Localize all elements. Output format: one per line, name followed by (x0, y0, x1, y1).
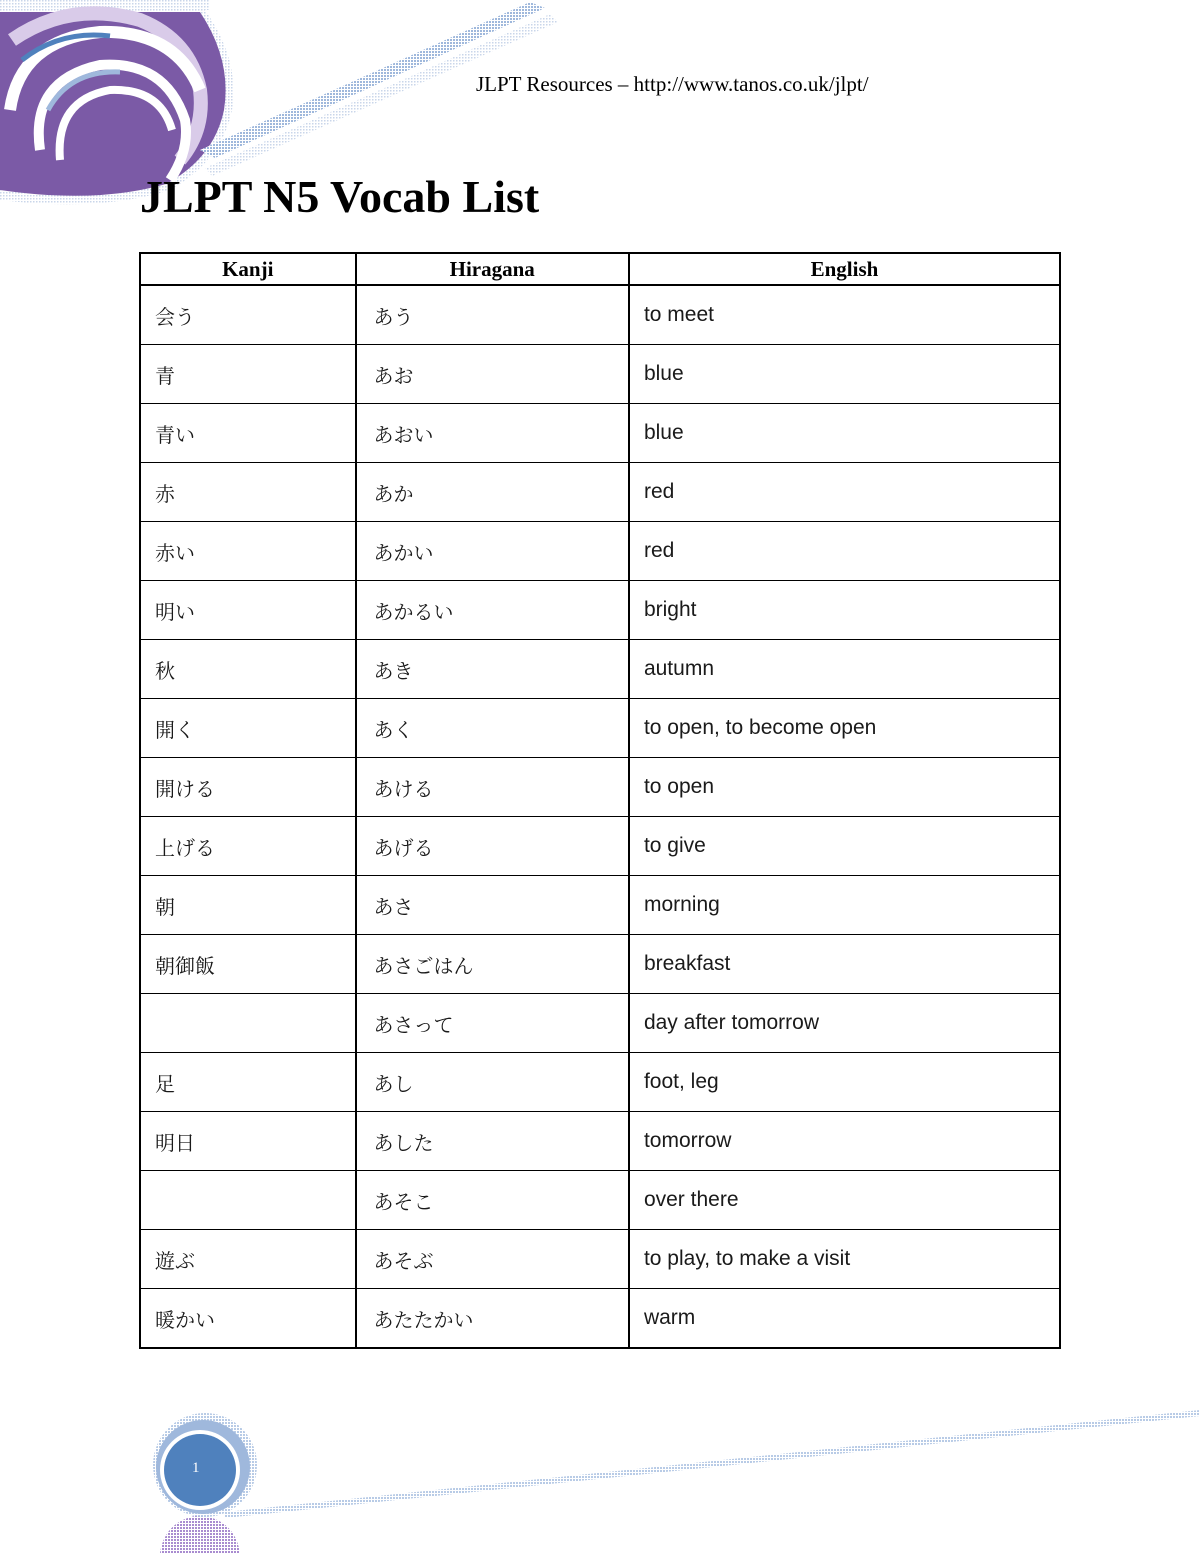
english-cell: breakfast (629, 935, 1060, 994)
english-cell: to open (629, 758, 1060, 817)
english-cell: day after tomorrow (629, 994, 1060, 1053)
english-cell: morning (629, 876, 1060, 935)
table-row (140, 935, 1060, 994)
english-cell: blue (629, 345, 1060, 404)
hiragana-cell: あさって (356, 994, 629, 1053)
hiragana-cell: あける (356, 758, 629, 817)
hiragana-cell: あおい (356, 404, 629, 463)
english-cell: red (629, 522, 1060, 581)
hiragana-cell: あし (356, 1053, 629, 1112)
english-cell: over there (629, 1171, 1060, 1230)
english-cell: to play, to make a visit (629, 1230, 1060, 1289)
table-row (140, 876, 1060, 935)
kanji-cell: 赤い (140, 522, 356, 581)
page-title: JLPT N5 Vocab List (140, 171, 540, 222)
hiragana-cell: あたたかい (356, 1289, 629, 1349)
hiragana-cell: あそぶ (356, 1230, 629, 1289)
hiragana-cell: あそこ (356, 1171, 629, 1230)
kanji-cell: 朝 (140, 876, 356, 935)
footer-decoration (0, 1380, 1200, 1553)
kanji-cell (140, 1171, 356, 1230)
column-header-english: English (629, 253, 1060, 285)
english-cell: foot, leg (629, 1053, 1060, 1112)
kanji-cell: 上げる (140, 817, 356, 876)
kanji-cell: 青い (140, 404, 356, 463)
english-cell: red (629, 463, 1060, 522)
table-row (140, 463, 1060, 522)
vocab-table (139, 252, 1061, 1349)
hiragana-cell: あした (356, 1112, 629, 1171)
english-cell: tomorrow (629, 1112, 1060, 1171)
hiragana-cell: あき (356, 640, 629, 699)
kanji-cell: 開く (140, 699, 356, 758)
table-row (140, 1053, 1060, 1112)
hiragana-cell: あげる (356, 817, 629, 876)
column-header-hiragana: Hiragana (356, 253, 629, 285)
table-row (140, 1171, 1060, 1230)
english-cell: bright (629, 581, 1060, 640)
kanji-cell: 遊ぶ (140, 1230, 356, 1289)
column-header-kanji: Kanji (140, 253, 356, 285)
table-row (140, 1112, 1060, 1171)
kanji-cell: 明い (140, 581, 356, 640)
kanji-cell: 明日 (140, 1112, 356, 1171)
hiragana-cell: あう (356, 285, 629, 345)
english-cell: autumn (629, 640, 1060, 699)
table-row (140, 817, 1060, 876)
hiragana-cell: あく (356, 699, 629, 758)
table-row (140, 285, 1060, 345)
table-row (140, 581, 1060, 640)
english-cell: to meet (629, 285, 1060, 345)
kanji-cell (140, 994, 356, 1053)
kanji-cell: 足 (140, 1053, 356, 1112)
vocab-table-body (140, 285, 1060, 1348)
table-row (140, 1230, 1060, 1289)
kanji-cell: 暖かい (140, 1289, 356, 1349)
table-row (140, 1289, 1060, 1349)
english-cell: warm (629, 1289, 1060, 1349)
english-cell: blue (629, 404, 1060, 463)
table-header-row (140, 253, 1060, 285)
hiragana-cell: あお (356, 345, 629, 404)
table-row (140, 404, 1060, 463)
page-number: 1 (192, 1460, 200, 1476)
hiragana-cell: あさ (356, 876, 629, 935)
table-row (140, 345, 1060, 404)
table-row (140, 994, 1060, 1053)
kanji-cell: 青 (140, 345, 356, 404)
kanji-cell: 秋 (140, 640, 356, 699)
hiragana-cell: あさごはん (356, 935, 629, 994)
hiragana-cell: あかるい (356, 581, 629, 640)
hiragana-cell: あか (356, 463, 629, 522)
kanji-cell: 朝御飯 (140, 935, 356, 994)
header-resources-text: JLPT Resources – http://www.tanos.co.uk/jlpt/ (476, 72, 869, 96)
english-cell: to open, to become open (629, 699, 1060, 758)
table-row (140, 699, 1060, 758)
english-cell: to give (629, 817, 1060, 876)
hiragana-cell: あかい (356, 522, 629, 581)
table-row (140, 758, 1060, 817)
table-row (140, 640, 1060, 699)
table-row (140, 522, 1060, 581)
kanji-cell: 会う (140, 285, 356, 345)
kanji-cell: 開ける (140, 758, 356, 817)
kanji-cell: 赤 (140, 463, 356, 522)
